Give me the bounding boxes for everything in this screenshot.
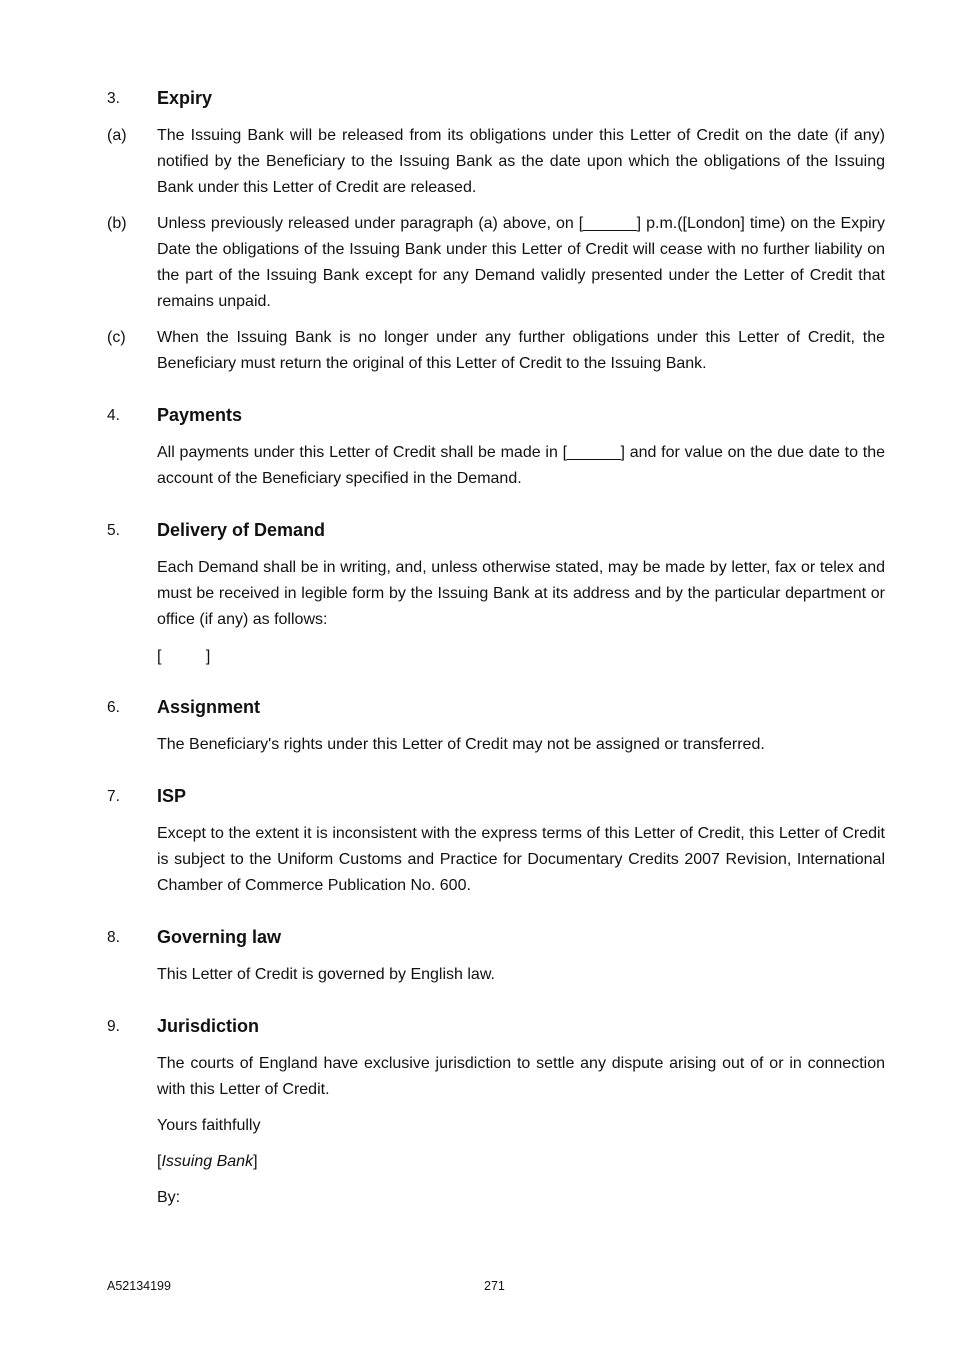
document-reference: A52134199 <box>107 1279 171 1293</box>
page-number: 271 <box>484 1279 505 1293</box>
bracket-close: ] <box>253 1153 258 1170</box>
section-5-number: 5. <box>107 522 120 539</box>
section-7-number: 7. <box>107 788 120 805</box>
section-7-text: Except to the extent it is inconsistent with the express terms of this Letter of Credit, this Letter of Credit is subject to the Uniform Customs and Practice for Documentary Credits 2007 Revision, International Chamber of Commerce Publication No. 600. <box>157 825 885 894</box>
section-8-heading: Governing law <box>157 927 282 947</box>
item-3b-label: (b) <box>107 215 127 232</box>
section-6-number: 6. <box>107 699 120 716</box>
item-3a-text: The Issuing Bank will be released from its obligations under this Letter of Credit on the date (if any) notified by the Beneficiary to the Issuing Bank as the date upon which the obligations of the Issuing Bank under this Letter of Credit are released. <box>157 127 885 196</box>
section-5-heading: Delivery of Demand <box>157 520 326 540</box>
section-9-text: The courts of England have exclusive jurisdiction to settle any dispute arising out of or in connection with this Letter of Credit. <box>157 1055 885 1098</box>
item-3b-text: Unless previously released under paragraph (a) above, on [______] p.m.([London] time) on the Expiry Date the obligations of the Issuing Bank under this Letter of Credit will cease with no further liability on the part of the Issuing Bank except for any Demand validly presented under the Letter of Credit that remains unpaid. <box>157 215 885 310</box>
signatory-bank <box>157 1149 885 1175</box>
section-7-heading: ISP <box>157 786 187 806</box>
section-9-number: 9. <box>107 1018 120 1035</box>
section-3-heading: Expiry <box>157 88 213 108</box>
section-8-text: This Letter of Credit is governed by English law. <box>157 966 495 983</box>
item-3a-label: (a) <box>107 127 127 144</box>
section-4-text: All payments under this Letter of Credit shall be made in [______] and for value on the due date to the account of the Beneficiary specified in the Demand. <box>157 444 885 487</box>
section-6-text: The Beneficiary's rights under this Letter of Credit may not be assigned or transferred. <box>157 736 765 753</box>
item-3c-text: When the Issuing Bank is no longer under any further obligations under this Letter of Credit, the Beneficiary must return the original of this Letter of Credit to the Issuing Bank. <box>157 329 885 372</box>
closing-salutation: Yours faithfully <box>157 1117 261 1134</box>
section-6-heading: Assignment <box>157 697 261 717</box>
issuing-bank-label: Issuing Bank <box>161 1153 254 1170</box>
section-4-number: 4. <box>107 407 120 424</box>
signature-by-label: By: <box>157 1189 181 1206</box>
address-placeholder: [ ] <box>157 648 211 665</box>
section-4-heading: Payments <box>157 405 243 425</box>
section-3-number: 3. <box>107 90 120 107</box>
section-8-number: 8. <box>107 929 120 946</box>
item-3c-label: (c) <box>107 329 126 346</box>
section-9-heading: Jurisdiction <box>157 1016 260 1036</box>
section-5-text: Each Demand shall be in writing, and, unless otherwise stated, may be made by letter, fax or telex and must be received in legible form by the Issuing Bank at its address and by the particular department or office (if any) as follows: <box>157 559 885 628</box>
bracket-open: [ <box>157 1153 162 1170</box>
